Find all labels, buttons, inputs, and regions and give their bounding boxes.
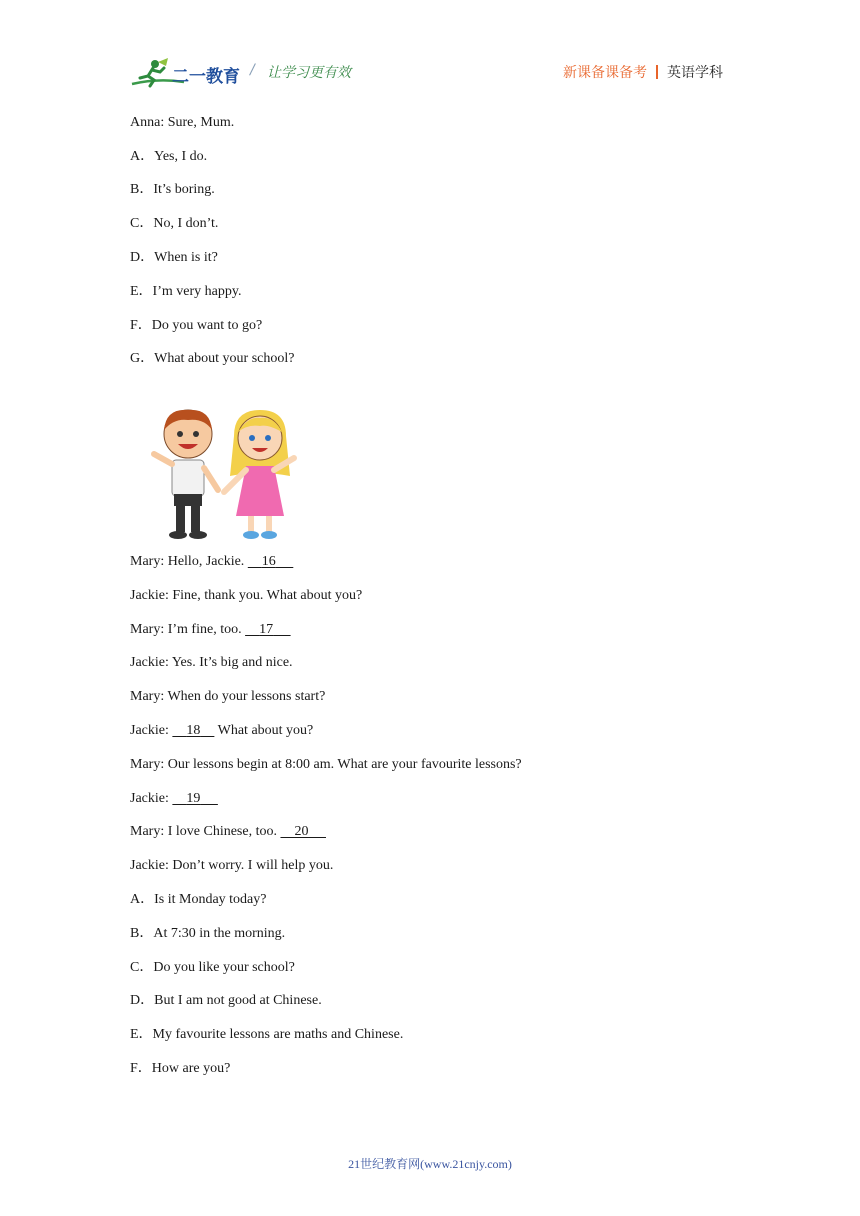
- dialog2-line-8-text: Jackie:: [130, 791, 173, 806]
- option-e-2: E．My favourite lessons are maths and Chinese.: [130, 1027, 404, 1042]
- option-e-1: E．I’m very happy.: [130, 284, 242, 299]
- option-c-1: C．No, I don’t.: [130, 216, 219, 231]
- header-right: [563, 62, 723, 82]
- dialog2-line-1-text: Mary: Hello, Jackie.: [130, 554, 248, 569]
- blank-17: [245, 622, 291, 638]
- option-c-2: C．Do you like your school?: [130, 960, 295, 975]
- dialog2-line-4: Jackie: Yes. It’s big and nice.: [130, 655, 293, 670]
- page-footer: 21世纪教育网(www.21cnjy.com): [348, 1157, 512, 1171]
- dialog2-line-6-text: Jackie:: [130, 723, 173, 738]
- dialog2-line-3-text: Mary: I’m fine, too.: [130, 622, 246, 637]
- boy-figure: [154, 410, 218, 539]
- option-d-1: D．When is it?: [130, 250, 218, 265]
- option-f-2: F．How are you?: [130, 1061, 231, 1076]
- option-b-2: B．At 7:30 in the morning.: [130, 926, 286, 941]
- option-a-1: A．Yes, I do.: [130, 149, 208, 164]
- blank-19: [172, 791, 218, 807]
- header-slash: /: [250, 62, 255, 78]
- blank-16-number: 16: [261, 554, 276, 569]
- option-b-1: B．It’s boring.: [130, 182, 215, 197]
- dialog2-line-8: [130, 791, 218, 807]
- blank-18-number: 18: [186, 723, 201, 738]
- blank-19-number: 19: [186, 791, 201, 806]
- blank-18: [172, 723, 214, 739]
- logo-name: 二一教育: [172, 67, 240, 87]
- option-a-2: A．Is it Monday today?: [130, 892, 267, 907]
- dialog2-line-5: Mary: When do your lessons start?: [130, 689, 326, 704]
- dialog2-line-1: [130, 554, 293, 570]
- dialog2-line-7: Mary: Our lessons begin at 8:00 am. What are your favourite lessons?: [130, 757, 522, 772]
- header-slogan: 让学习更有效: [267, 65, 351, 81]
- option-g-1: G．What about your school?: [130, 351, 295, 366]
- dialog2-line-10: Jackie: Don’t worry. I will help you.: [130, 858, 334, 873]
- dialog2-line-6-after: What about you?: [214, 723, 314, 738]
- dialog2-line-2: Jackie: Fine, thank you. What about you?: [130, 588, 363, 603]
- dialog2-line-9: [130, 824, 326, 840]
- subject-label: 英语学科: [667, 65, 723, 81]
- dialog2-line-9-text: Mary: I love Chinese, too.: [130, 824, 281, 839]
- dialog2-line-6: [130, 723, 313, 739]
- blank-16: [248, 554, 294, 570]
- blank-20-number: 20: [294, 824, 309, 839]
- girl-figure: [224, 410, 294, 539]
- blank-20: [280, 824, 326, 840]
- series-label: 新课备课备考: [563, 65, 647, 81]
- option-d-2: D．But I am not good at Chinese.: [130, 993, 322, 1008]
- dialog1-last-line: Anna: Sure, Mum.: [130, 115, 235, 130]
- dialog2-line-3: [130, 622, 291, 638]
- header-divider: [656, 65, 658, 79]
- option-f-1: F．Do you want to go?: [130, 318, 263, 333]
- page-header: [0, 0, 860, 100]
- boy-and-girl-illustration: [148, 406, 308, 542]
- blank-17-number: 17: [259, 622, 274, 637]
